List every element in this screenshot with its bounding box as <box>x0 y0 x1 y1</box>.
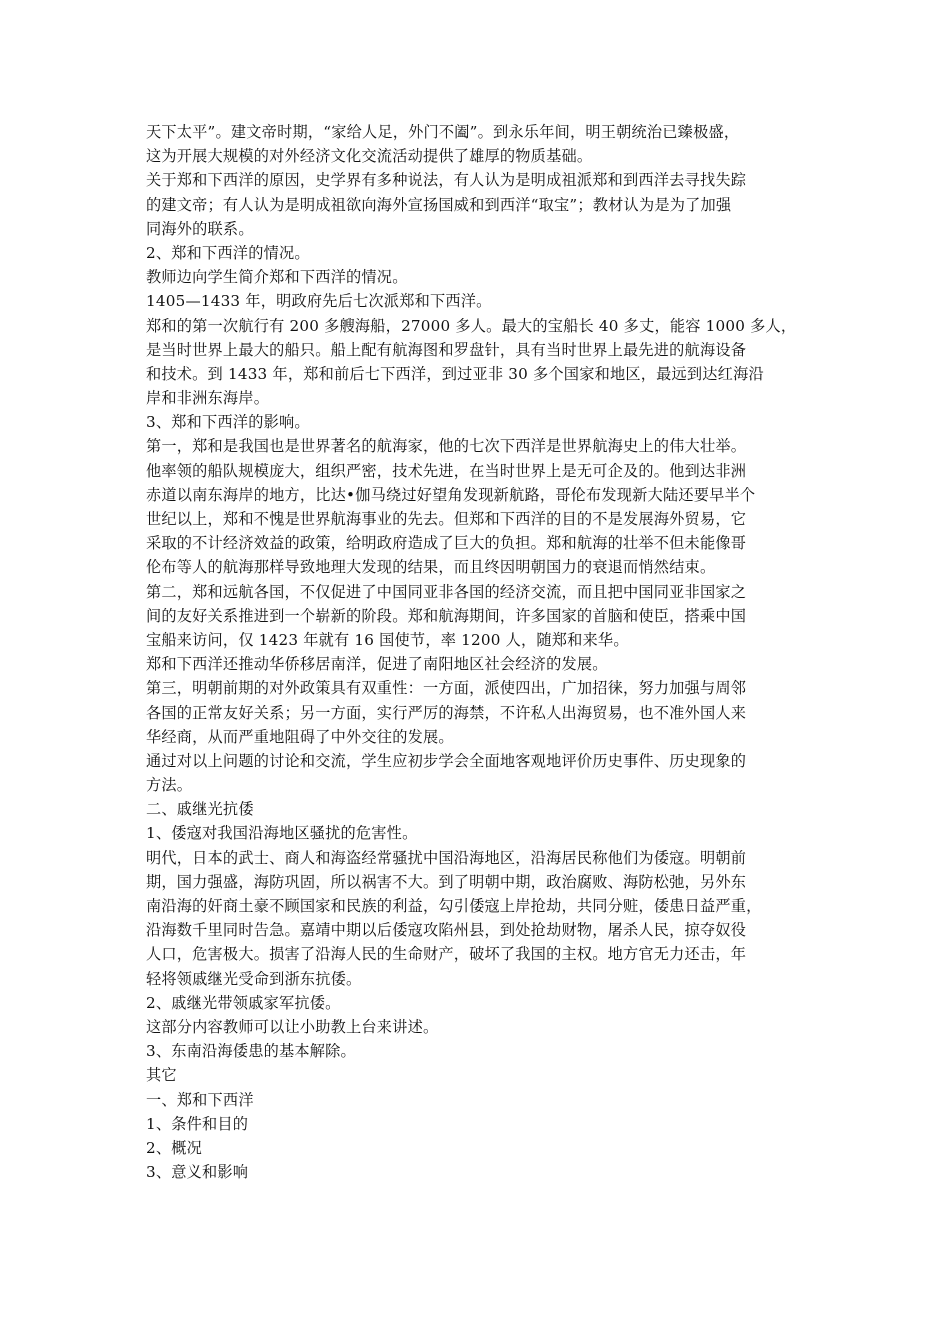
text-line: 1405—1433 年，明政府先后七次派郑和下西洋。 <box>146 292 492 311</box>
text-line: 明代，日本的武士、商人和海盗经常骚扰中国沿海地区，沿海居民称他们为倭寇。明朝前 <box>146 848 747 867</box>
text-line: 间的友好关系推进到一个崭新的阶段。郑和航海期间，许多国家的首脑和使臣，搭乘中国 <box>146 606 747 625</box>
text-line: 2、戚继光带领戚家军抗倭。 <box>146 993 341 1012</box>
text-line: 这部分内容教师可以让小助教上台来讲述。 <box>146 1017 439 1036</box>
text-line: 天下太平”。建文帝时期，“家给人足，外门不阖”。到永乐年间，明王朝统治已臻极盛， <box>146 123 740 141</box>
text-line: 他率领的船队规模庞大，组织严密，技术先进，在当时世界上是无可企及的。他到达非洲 <box>146 461 747 480</box>
text-line: 教师边向学生简介郑和下西洋的情况。 <box>146 268 408 287</box>
text-line: 宝船来访问，仅 1423 年就有 16 国使节，率 1200 人，随郑和来华。 <box>146 630 629 649</box>
document-body <box>146 120 816 1184</box>
text-line: 期，国力强盛，海防巩固，所以祸害不大。到了明朝中期，政治腐败、海防松弛，另外东 <box>146 872 747 891</box>
text-line: 一、郑和下西洋 <box>146 1090 254 1109</box>
text-line: 各国的正常友好关系；另一方面，实行严厉的海禁，不许私人出海贸易，也不准外国人来 <box>146 703 747 722</box>
text-line: 南沿海的奸商土豪不顾国家和民族的利益，勾引倭寇上岸抢劫，共同分赃，倭患日益严重， <box>146 897 762 915</box>
text-line: 世纪以上，郑和不愧是世界航海事业的先去。但郑和下西洋的目的不是发展海外贸易，它 <box>146 510 747 528</box>
text-line: 郑和下西洋还推动华侨移居南洋，促进了南阳地区社会经济的发展。 <box>146 655 608 674</box>
text-line: 伦布等人的航海那样导致地理大发现的结果，而且终因明朝国力的衰退而悄然结束。 <box>146 558 716 577</box>
text-line: 郑和的第一次航行有 200 多艘海船，27000 多人。最大的宝船长 40 多丈，能容 1000 多人， <box>146 316 797 335</box>
text-line: 2、概况 <box>146 1138 203 1157</box>
text-line: 方法。 <box>146 776 193 795</box>
text-line: 华经商，从而严重地阻碍了中外交往的发展。 <box>146 727 454 746</box>
text-line: 第三，明朝前期的对外政策具有双重性：一方面，派使四出，广加招徕，努力加强与周邻 <box>146 679 747 698</box>
text-line: 1、倭寇对我国沿海地区骚扰的危害性。 <box>146 824 418 843</box>
text-line: 2、郑和下西洋的情况。 <box>146 243 310 262</box>
text-line: 岸和非洲东海岸。 <box>146 389 270 408</box>
text-line: 3、东南沿海倭患的基本解除。 <box>146 1042 356 1061</box>
text-line: 是当时世界上最大的船只。船上配有航海图和罗盘针，具有当时世界上最先进的航海设备 <box>146 340 747 359</box>
text-line: 赤道以南东海岸的地方，比达•伽马绕过好望角发现新航路，哥伦布发现新大陆还要早半个 <box>146 485 756 504</box>
text-line: 的建文帝；有人认为是明成祖欲向海外宣扬国威和到西洋“取宝”；教材认为是为了加强 <box>146 195 732 214</box>
text-line: 和技术。到 1433 年，郑和前后七下西洋，到过亚非 30 多个国家和地区，最远到达红海沿 <box>146 364 764 383</box>
text-line: 轻将领戚继光受命到浙东抗倭。 <box>146 969 362 988</box>
text-line: 其它 <box>146 1066 177 1085</box>
text-line: 关于郑和下西洋的原因，史学界有多种说法，有人认为是明成祖派郑和到西洋去寻找失踪 <box>146 171 747 190</box>
text-line: 1、条件和目的 <box>146 1114 249 1133</box>
text-line: 第一，郑和是我国也是世界著名的航海家，他的七次下西洋是世界航海史上的伟大壮举。 <box>146 437 747 456</box>
text-line: 第二，郑和远航各国，不仅促进了中国同亚非各国的经济交流，而且把中国同亚非国家之 <box>146 582 747 601</box>
text-line: 二、戚继光抗倭 <box>146 800 254 819</box>
text-line: 3、郑和下西洋的影响。 <box>146 413 310 432</box>
text-line: 3、意义和影响 <box>146 1163 249 1182</box>
text-line: 通过对以上问题的讨论和交流，学生应初步学会全面地客观地评价历史事件、历史现象的 <box>146 751 747 770</box>
text-line: 人口，危害极大。损害了沿海人民的生命财产，破坏了我国的主权。地方官无力还击，年 <box>146 945 747 964</box>
text-line: 同海外的联系。 <box>146 219 254 238</box>
text-line: 沿海数千里同时告急。嘉靖中期以后倭寇攻陷州县，到处抢劫财物，屠杀人民，掠夺奴役 <box>146 921 747 940</box>
text-line: 采取的不计经济效益的政策，给明政府造成了巨大的负担。郑和航海的壮举不但未能像哥 <box>146 534 747 553</box>
text-line: 这为开展大规模的对外经济文化交流活动提供了雄厚的物质基础。 <box>146 147 593 166</box>
